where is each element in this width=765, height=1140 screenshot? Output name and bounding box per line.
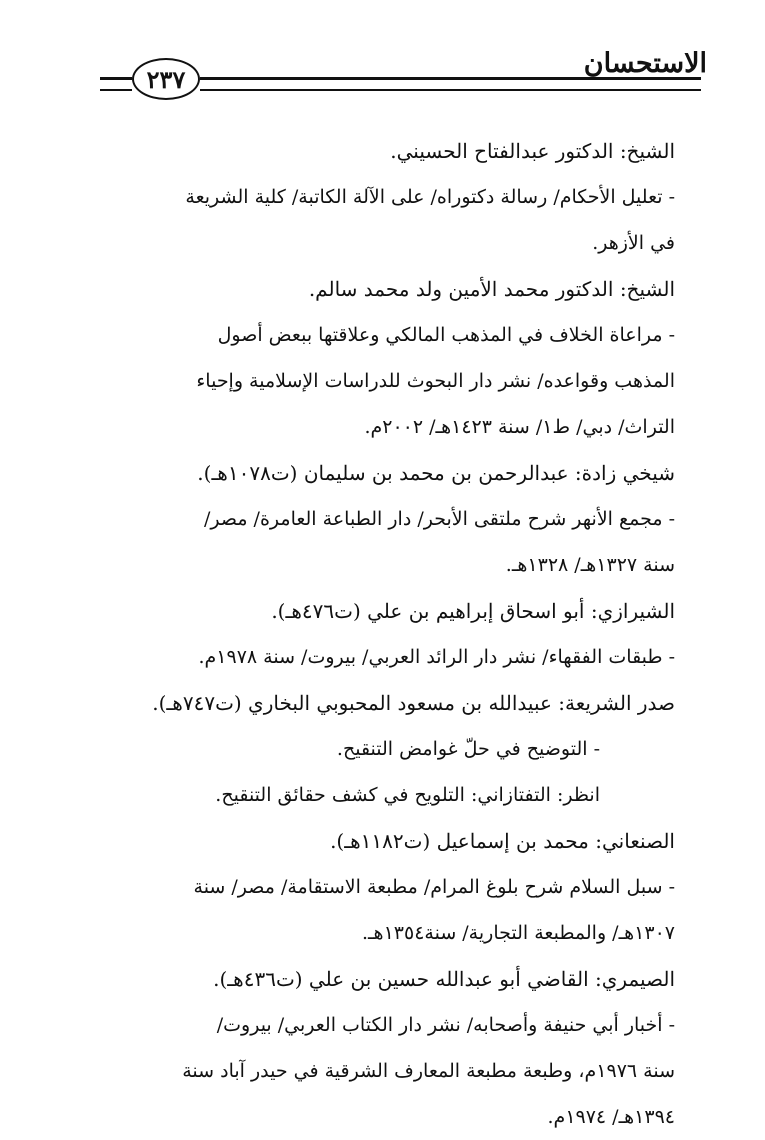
entry-author: الصنعاني: محمد بن إسماعيل (ت١١٨٢هـ). xyxy=(330,829,675,853)
entry-work: في الأزهر. xyxy=(592,232,675,254)
entry-work: - أخبار أبي حنيفة وأصحابه/ نشر دار الكتاب العربي/ بيروت/ xyxy=(216,1014,675,1036)
running-header-title: الاستحسان xyxy=(583,48,707,79)
entry-work: سنة ١٩٧٦م، وطبعة مطبعة المعارف الشرقية في حيدر آباد سنة xyxy=(182,1060,675,1082)
entry-work: ١٣٩٤هـ/ ١٩٧٤م. xyxy=(547,1106,675,1128)
entry-work: سنة ١٣٢٧هـ/ ١٣٢٨هـ. xyxy=(505,554,675,576)
entry-work: المذهب وقواعده/ نشر دار البحوث للدراسات الإسلامية وإحياء xyxy=(196,370,675,392)
entry-author: شيخي زادة: عبدالرحمن بن محمد بن سليمان (ت١٠٧٨هـ). xyxy=(197,461,675,485)
entry-author: الشيرازي: أبو اسحاق إبراهيم بن علي (ت٤٧٦هـ). xyxy=(271,599,675,623)
entry-work: - مراعاة الخلاف في المذهب المالكي وعلاقتها ببعض أصول xyxy=(217,324,675,346)
entry-author: صدر الشريعة: عبيدالله بن مسعود المحبوبي البخاري (ت٧٤٧هـ). xyxy=(152,691,675,715)
entry-see-also: انظر: التفتازاني: التلويح في كشف حقائق التنقيح. xyxy=(215,784,600,806)
entry-author: الصيمري: القاضي أبو عبدالله حسين بن علي (ت٤٣٦هـ). xyxy=(213,967,675,991)
bibliography-body xyxy=(100,128,675,1140)
header-rule xyxy=(200,77,701,91)
entry-author: الشيخ: الدكتور عبدالفتاح الحسيني. xyxy=(390,139,675,163)
header-rule-left xyxy=(100,77,132,91)
page-number: ٢٣٧ xyxy=(132,58,200,100)
entry-work: - تعليل الأحكام/ رسالة دكتوراه/ على الآلة الكاتبة/ كلية الشريعة xyxy=(185,186,675,208)
entry-work: التراث/ دبي/ ط١/ سنة ١٤٢٣هـ/ ٢٠٠٢م. xyxy=(364,416,675,438)
entry-work: - طبقات الفقهاء/ نشر دار الرائد العربي/ بيروت/ سنة ١٩٧٨م. xyxy=(198,646,675,668)
entry-work: ١٣٠٧هـ/ والمطبعة التجارية/ سنة١٣٥٤هـ. xyxy=(361,922,675,944)
entry-work: - التوضيح في حلّ غوامض التنقيح. xyxy=(336,738,600,760)
entry-author: الشيخ: الدكتور محمد الأمين ولد محمد سالم. xyxy=(308,277,675,301)
entry-work: - سبل السلام شرح بلوغ المرام/ مطبعة الاستقامة/ مصر/ سنة xyxy=(193,876,675,898)
entry-work: - مجمع الأنهر شرح ملتقى الأبحر/ دار الطباعة العامرة/ مصر/ xyxy=(203,508,675,530)
